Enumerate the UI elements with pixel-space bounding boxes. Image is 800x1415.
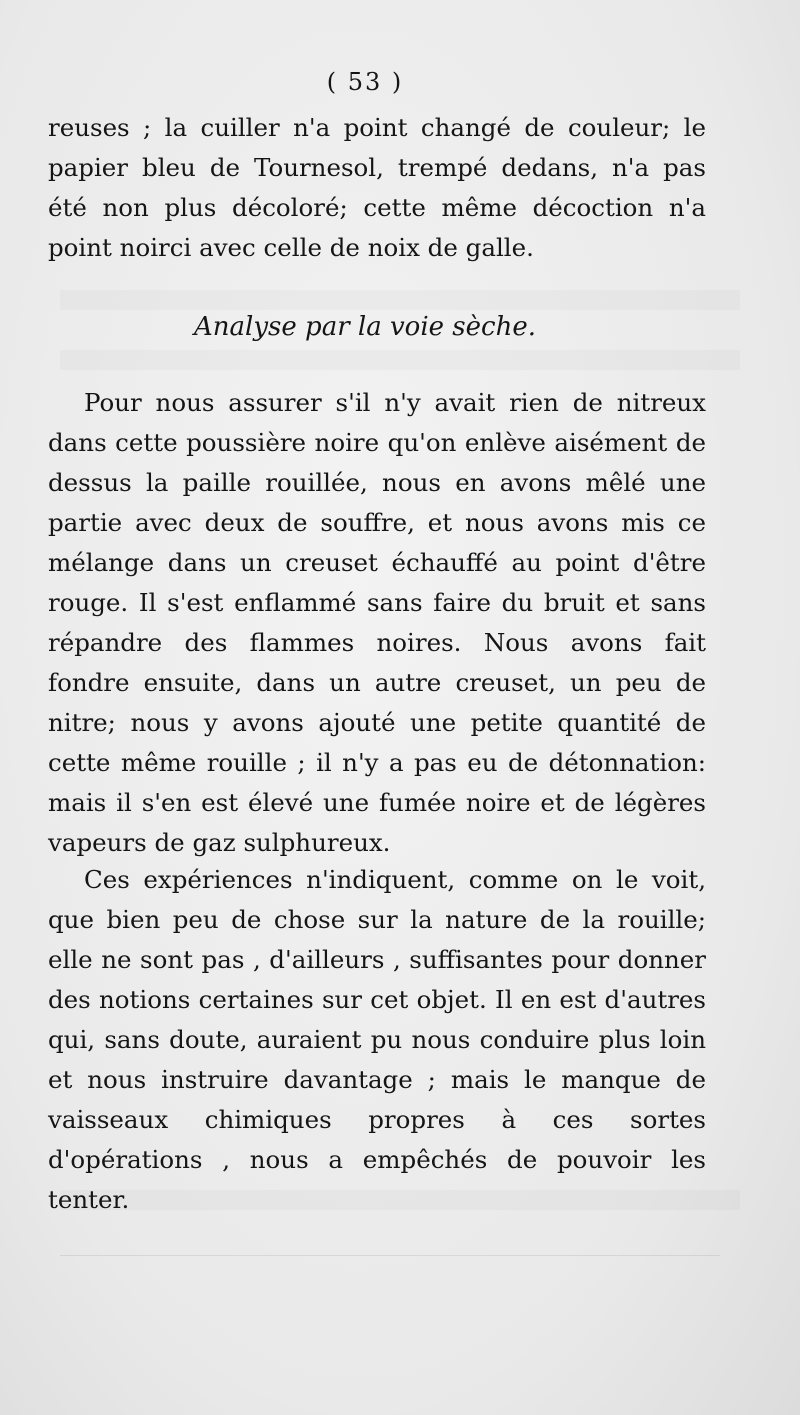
show-through-mark (60, 350, 740, 370)
paragraph (48, 383, 706, 863)
bleed-through-rule (60, 1255, 720, 1256)
paragraph-text: Ces expériences n'indiquent, comme on le voit, que bien peu de chose sur la nature de la rouille; elle ne sont pas , d'ailleurs , suffisantes pour donner des notions certaines sur cet objet. Il en est d'autres qui, sans doute, auraient pu nous conduire plus loin et nous instruire davantage ; mais le manque de vaisseaux chimiques propres à ces sortes d'opérations , nous a empêchés de pouvoir les tenter. (48, 865, 706, 1214)
section-heading: Analyse par la voie sèche. (194, 312, 536, 342)
page-number: ( 53 ) (326, 68, 404, 96)
paragraph-text: reuses ; la cuiller n'a point changé de couleur; le papier bleu de Tournesol, trempé dedans, n'a pas été non plus décoloré; cette même décoction n'a point noirci avec celle de noix de galle. (48, 113, 706, 262)
continued-paragraph (48, 108, 706, 268)
show-through-mark (60, 290, 740, 310)
paragraph (48, 860, 706, 1220)
paragraph-text: Pour nous assurer s'il n'y avait rien de nitreux dans cette poussière noire qu'on enlève aisément de dessus la paille rouillée, nous en avons mêlé une partie avec deux de souffre, et nous avons mis ce mélange dans un creuset échauffé au point d'être rouge. Il s'est enflammé sans faire du bruit et sans répandre des flammes noires. Nous avons fait fondre ensuite, dans un autre creuset, un peu de nitre; nous y avons ajouté une petite quantité de cette même rouille ; il n'y a pas eu de détonnation: mais il s'en est élevé une fumée noire et de légères vapeurs de gaz sulphureux. (48, 388, 706, 857)
